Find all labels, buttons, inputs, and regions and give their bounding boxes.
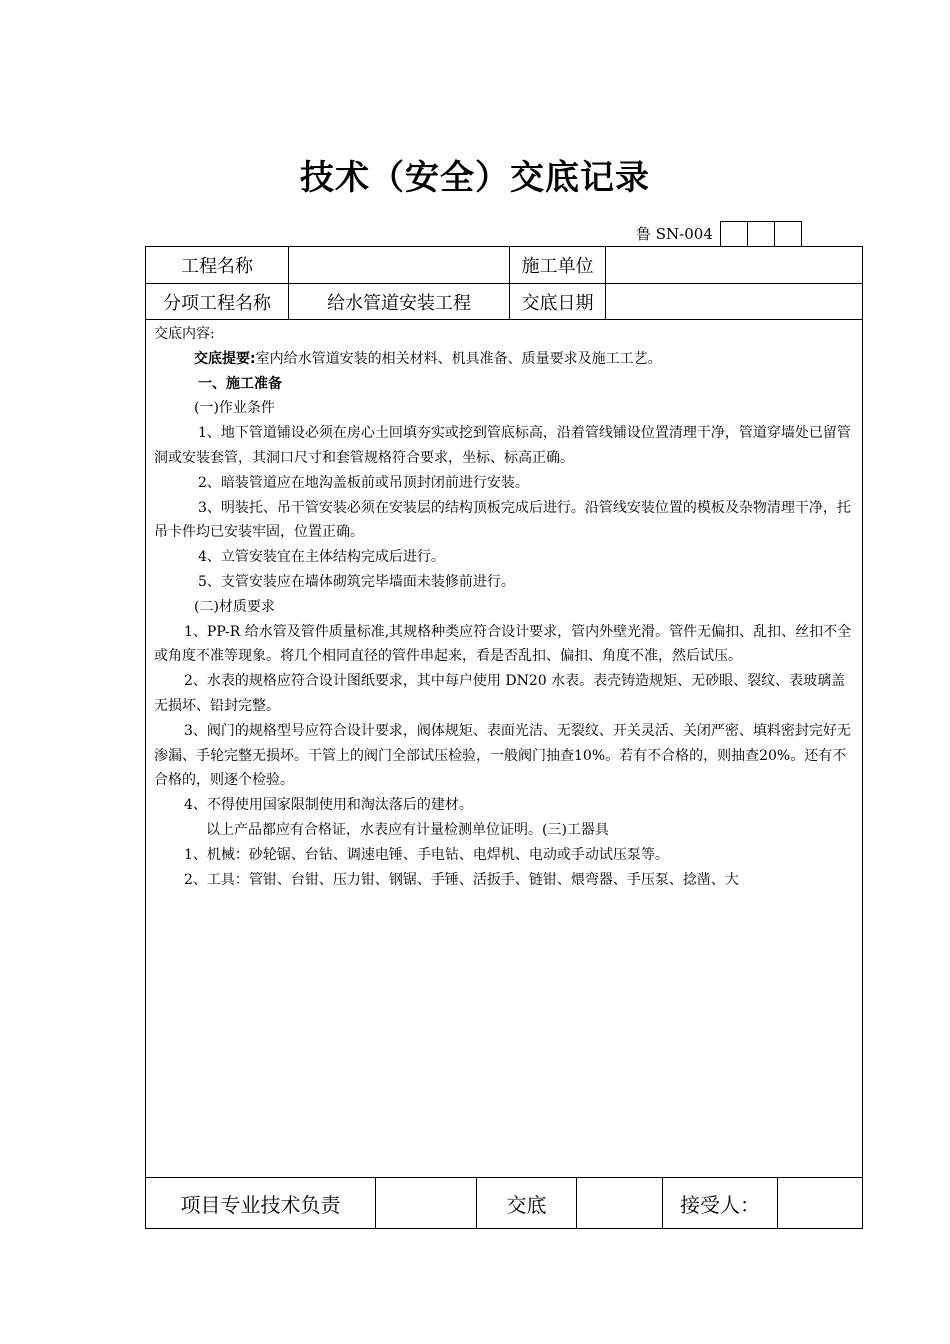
paragraph: 4、不得使用国家限制使用和淘汰落后的建材。	[184, 797, 473, 814]
date-field[interactable]	[606, 284, 862, 319]
project-name-label: 工程名称	[181, 256, 253, 277]
summary-text: 室内给水管道安装的相关材料、机具准备、质量要求及施工工艺。	[255, 350, 662, 367]
subsection-heading: (一)作业条件	[194, 400, 275, 417]
paragraph: 3、明装托、吊干管安装必须在安装层的结构顶板完成后进行。沿管线安装位置的模板及杂物清理干净，托吊卡件均已安装牢固，位置正确。	[154, 499, 851, 541]
paragraph: 以上产品都应有合格证，水表应有计量检测单位证明。(三)工器具	[206, 821, 609, 838]
paragraph: 5、支管安装应在墙体砌筑完毕墙面未装修前进行。	[198, 573, 515, 590]
content-summary	[154, 347, 854, 372]
sub-project-label: 分项工程名称	[163, 292, 271, 314]
tech-lead-label: 项目专业技术负责	[180, 1193, 341, 1217]
receiver-label: 接受人：	[680, 1193, 760, 1217]
tech-lead-signature[interactable]	[376, 1178, 476, 1229]
subsection-heading: (二)材质要求	[194, 598, 275, 615]
paragraph: 2、暗装管道应在地沟盖板前或吊顶封闭前进行安装。	[198, 474, 529, 491]
record-table	[145, 246, 863, 1229]
paragraph: 3、阀门的规格型号应符合设计要求，阀体规矩、表面光洁、无裂纹、开关灵活、关闭严密、填料密封完好无渗漏、手轮完整无损坏。干管上的阀门全部试压检验，一般阀门抽查10%。若有不合格的，则抽查20%。还有不合格的，则逐个检验。	[154, 722, 851, 789]
handover-content	[146, 320, 862, 1168]
code-box-1	[720, 221, 748, 246]
handover-signature[interactable]	[577, 1178, 662, 1229]
form-code-row	[636, 221, 802, 246]
code-box-2	[747, 221, 775, 246]
handover-label: 交底	[506, 1193, 547, 1217]
summary-label: 交底提要:	[194, 350, 256, 367]
construction-unit-field[interactable]	[606, 247, 862, 283]
receiver-signature[interactable]	[778, 1178, 862, 1229]
section-heading: 一、施工准备	[198, 375, 282, 392]
project-name-field[interactable]	[289, 247, 509, 283]
construction-unit-label: 施工单位	[521, 256, 594, 277]
date-label: 交底日期	[521, 292, 594, 314]
paragraph: 2、水表的规格应符合设计图纸要求，其中每户使用 DN20 水表。表壳铸造规矩、无砂眼、裂纹、表玻璃盖无损坏、铅封完整。	[154, 673, 846, 714]
paragraph: 1、机械：砂轮锯、台钻、调速电锤、手电钻、电焊机、电动或手动试压泵等。	[184, 846, 669, 863]
code-box-3	[774, 221, 802, 246]
sub-project-field[interactable]: 给水管道安装工程	[327, 292, 471, 314]
content-heading: 交底内容:	[154, 326, 215, 342]
form-code: 鲁 SN-004	[636, 225, 713, 243]
paragraph: 1、地下管道铺设必须在房心土回填夯实或挖到管底标高，沿着管线铺设位置清理干净，管道穿墙处已留管洞或安装套管，其洞口尺寸和套管规格符合要求，坐标、标高正确。	[154, 425, 851, 466]
document-title: 技术（安全）交底记录	[300, 158, 650, 198]
paragraph: 2、工具：管钳、台钳、压力钳、钢锯、手锤、活扳手、链钳、煨弯器、手压泵、捻凿、大	[184, 871, 739, 888]
paragraph: 1、PP-R 给水管及管件质量标准,其规格种类应符合设计要求，管内外壁光滑。管件无偏扣、乱扣、丝扣不全或角度不准等现象。将几个相同直径的管件串起来，看是否乱扣、偏扣、角度不准，然后试压。	[154, 623, 852, 665]
paragraph: 4、立管安装宜在主体结构完成后进行。	[198, 549, 445, 566]
